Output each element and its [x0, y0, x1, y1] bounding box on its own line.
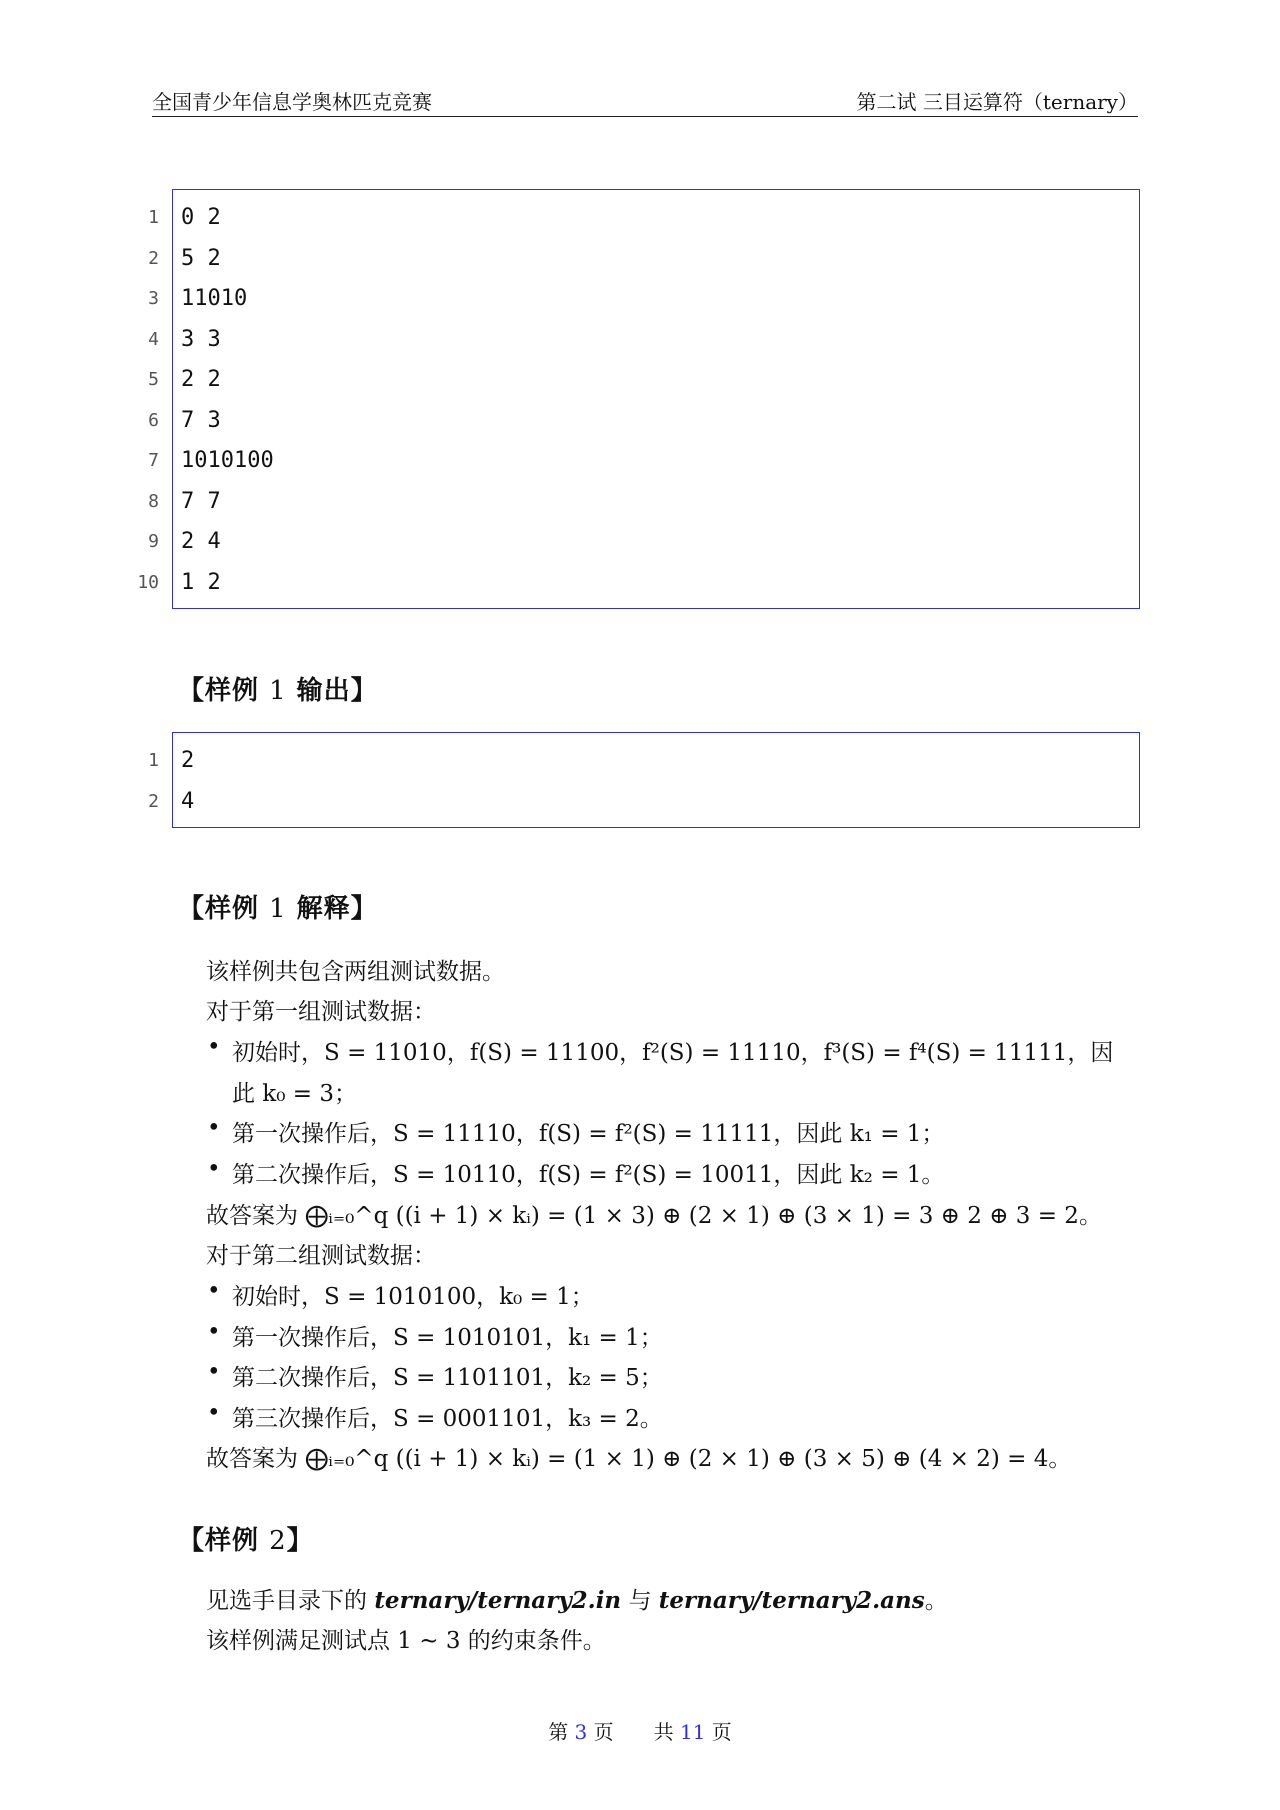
- code-text: 2 2: [181, 367, 221, 392]
- line-number: 6: [148, 409, 159, 431]
- page-header: [152, 84, 1138, 117]
- code-text: 11010: [181, 286, 248, 311]
- sample2-input-file: ternary/ternary2.in: [374, 1587, 622, 1614]
- code-text: 7 3: [181, 407, 221, 433]
- output-line: [148, 741, 1139, 781]
- sample2-title: 【样例 2】: [178, 1526, 314, 1556]
- sample1-explain-title: 【样例 1 解释】: [178, 894, 378, 924]
- code-text: 1010100: [181, 448, 274, 473]
- line-number: 8: [148, 490, 159, 512]
- header-contest-name: 全国青少年信息学奥林匹克竞赛: [152, 90, 432, 114]
- code-text: 4: [181, 788, 195, 814]
- line-number: 1: [148, 207, 159, 228]
- line-number: 10: [137, 571, 159, 593]
- sample2-constraint-line: 该样例满足测试点 1 ∼ 3 的约束条件。: [206, 1628, 606, 1654]
- header-problem-name: 第二试 三目运算符（ternary）: [856, 90, 1138, 114]
- line-number: 4: [148, 328, 159, 350]
- group2-bullet-3: • 第二次操作后，S = 1101101，k₂ = 5；: [232, 1359, 663, 1392]
- sample1-output-title: 【样例 1 输出】: [178, 676, 378, 706]
- group1-bullet-1-cont: 此 k₀ = 3；: [232, 1081, 357, 1107]
- group1-answer: 故答案为 ⨁ᵢ₌₀^q ((i + 1) × kᵢ) = (1 × 3) ⊕ (2 × 1) ⊕ (3 × 1) = 3 ⊕ 2 ⊕ 3 = 2。: [206, 1203, 1102, 1229]
- group2-answer: 故答案为 ⨁ᵢ₌₀^q ((i + 1) × kᵢ) = (1 × 1) ⊕ (2 × 1) ⊕ (3 × 5) ⊕ (4 × 2) = 4。: [206, 1446, 1072, 1472]
- line-number: 2: [148, 247, 159, 269]
- group2-bullet-2: • 第一次操作后，S = 1010101，k₁ = 1；: [232, 1319, 663, 1352]
- line-number: 7: [148, 450, 159, 471]
- group1-bullet-3: • 第二次操作后，S = 10110，f(S) = f²(S) = 10011，因此 k₂ = 1。: [232, 1156, 944, 1189]
- group2-title: 对于第二组测试数据：: [206, 1243, 436, 1269]
- input-line: [148, 482, 1139, 522]
- sample2-answer-file: ternary/ternary2.ans: [658, 1587, 925, 1614]
- input-line: [148, 239, 1139, 279]
- sample2-files-line: 见选手目录下的 ternary/ternary2.in 与 ternary/ternary2.ans。: [206, 1587, 948, 1614]
- input-line: [148, 522, 1139, 562]
- group2-bullet-1: • 初始时，S = 1010100，k₀ = 1；: [232, 1278, 594, 1311]
- sample1-input-code-block: [137, 189, 1140, 609]
- code-text: 1 2: [181, 569, 221, 595]
- input-line: [148, 279, 1139, 319]
- group1-bullet-2: • 第一次操作后，S = 11110，f(S) = f²(S) = 11111，因此 k₁ = 1；: [232, 1115, 944, 1148]
- line-number: 3: [148, 288, 159, 309]
- line-number: 1: [148, 750, 159, 771]
- code-text: 2: [181, 748, 195, 773]
- code-text: 0 2: [181, 205, 221, 230]
- input-line: [137, 563, 1139, 603]
- input-line: [148, 198, 1139, 238]
- input-line: [148, 360, 1139, 400]
- sample1-output-code-block: [148, 732, 1140, 828]
- output-line: [148, 782, 1139, 822]
- current-page-number[interactable]: 3: [574, 1720, 588, 1744]
- code-text: 3 3: [181, 326, 221, 352]
- input-line: [148, 320, 1139, 360]
- total-page-count[interactable]: 11: [680, 1720, 706, 1744]
- explain-intro: 该样例共包含两组测试数据。: [206, 959, 505, 985]
- input-line: [148, 401, 1139, 441]
- line-number: 9: [148, 531, 159, 552]
- line-number: 2: [148, 790, 159, 812]
- group1-bullet-1: • 初始时，S = 11010，f(S) = 11100，f²(S) = 11110，f³(S) = f⁴(S) = 11111，因: [232, 1034, 1113, 1067]
- page-footer: 第 3 页 共 11 页: [548, 1720, 732, 1744]
- code-text: 2 4: [181, 529, 221, 554]
- code-text: 5 2: [181, 245, 221, 271]
- group1-title: 对于第一组测试数据：: [206, 999, 436, 1025]
- code-text: 7 7: [181, 488, 221, 514]
- line-number: 5: [148, 369, 159, 390]
- group2-bullet-4: • 第三次操作后，S = 0001101，k₃ = 2。: [232, 1400, 663, 1433]
- input-line: [148, 441, 1139, 481]
